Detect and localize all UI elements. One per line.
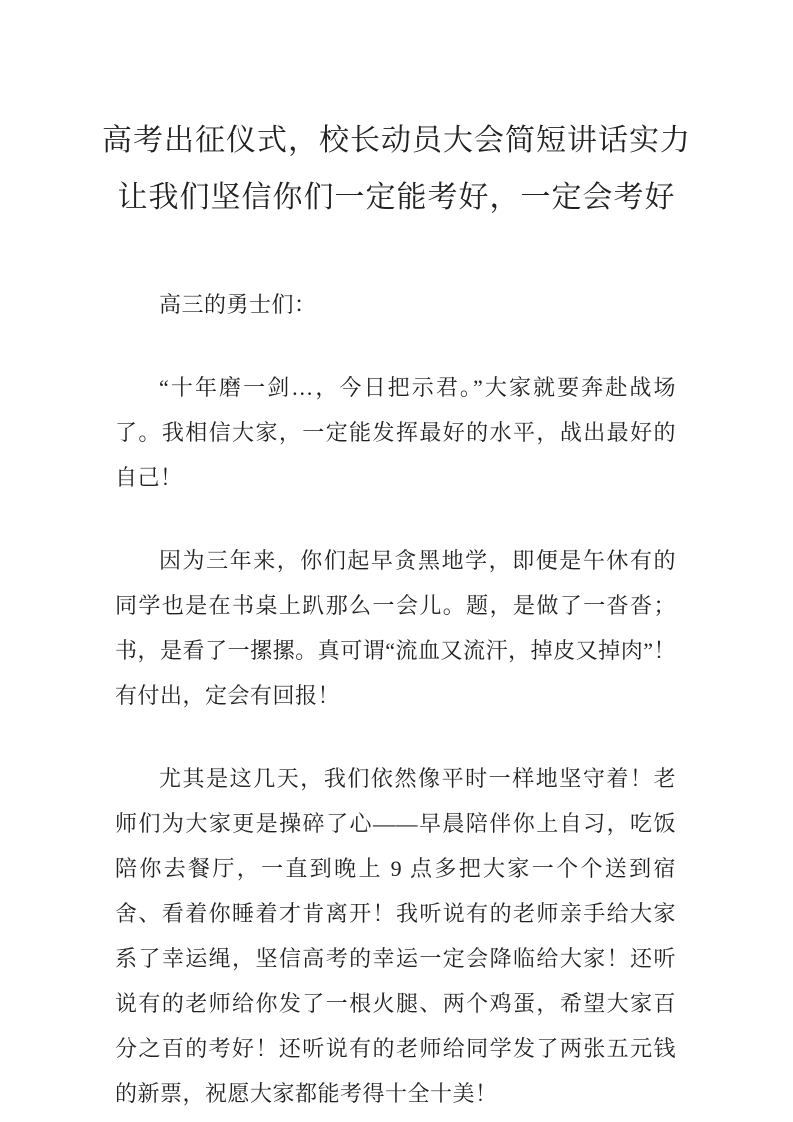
paragraph-three-years: 因为三年来，你们起早贪黑地学，即便是午休有的同学也是在书桌上趴那么一会儿。题，是做了一沓沓；书，是看了一摞摞。真可谓“流血又流汗，掉皮又掉肉”！有付出，定会有回报！ (115, 548, 676, 708)
title-line-2: 让我们坚信你们一定能考好，一定会考好 (117, 181, 676, 214)
document-body (115, 282, 676, 1116)
title-line-1: 高考出征仪式，校长动员大会简短讲话实力 (102, 124, 691, 157)
document-title (55, 112, 738, 226)
paragraph-salutation: 高三的勇士们： (159, 292, 317, 317)
paragraph-opening: “十年磨一剑…，今日把示君。”大家就要奔赴战场了。我相信大家，一定能发挥最好的水平，战出最好的自己！ (115, 375, 676, 490)
paragraph-teachers-care: 尤其是这几天，我们依然像平时一样地坚守着！老师们为大家更是操碎了心——早晨陪伴你上自习，吃饭陪你去餐厅，一直到晚上 9 点多把大家一个个送到宿舍、看着你睡着才肯离开！我听说有的老师亲手给大家系了幸运绳，坚信高考的幸运一定会降临给大家！还听说有的老师给你发了一根火腿、两个鸡蛋，希望大家百分之百的考好！还听说有的老师给同学发了两张五元钱的新票，祝愿大家都能考得十全十美！ (115, 766, 676, 1106)
